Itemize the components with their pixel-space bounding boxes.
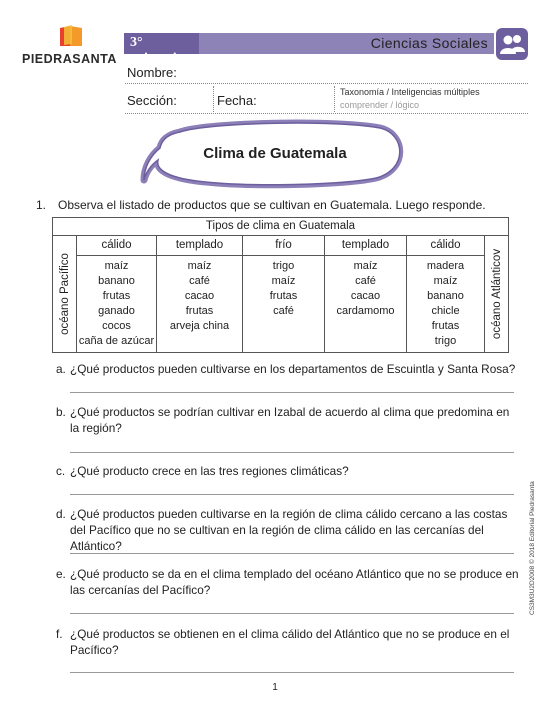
name-label: Nombre: xyxy=(127,65,177,80)
product-item: maíz xyxy=(271,275,296,287)
product-item: maíz xyxy=(353,260,378,272)
book-logo-icon xyxy=(58,24,84,48)
question-text: Observa el listado de productos que se cultivan en Guatemala. Luego responde. xyxy=(58,198,486,212)
question-text: ¿Qué productos se podrían cultivar en Izabal de acuerdo al clima que predomina en la región? xyxy=(70,405,510,435)
answer-line[interactable] xyxy=(70,452,514,453)
grade-label: 3° primaria xyxy=(124,33,199,54)
product-item: maíz xyxy=(187,260,212,272)
climate-column xyxy=(407,236,484,352)
section-date-row xyxy=(125,84,528,114)
people-icon xyxy=(496,28,528,60)
climate-column xyxy=(77,236,157,352)
product-item: frutas xyxy=(185,305,214,317)
title-banner xyxy=(140,118,410,190)
divider xyxy=(334,86,335,112)
question-number: 1. xyxy=(36,198,47,212)
product-item: cacao xyxy=(350,290,381,302)
divider xyxy=(213,86,214,112)
product-item: cacao xyxy=(184,290,215,302)
product-item: frutas xyxy=(102,290,131,302)
product-item: trigo xyxy=(272,260,295,272)
product-item: banano xyxy=(427,290,464,302)
climate-column xyxy=(243,236,325,352)
climate-table xyxy=(52,217,509,353)
product-item: arveja china xyxy=(169,320,230,332)
copyright-credit: CS3M3U2D2008 © 2018 Editorial Piedrasanta xyxy=(529,481,536,615)
climate-header: templado xyxy=(325,236,406,256)
question-letter: e. xyxy=(56,567,66,581)
question-text: ¿Qué productos se obtienen en el clima cálido del Atlántico que no se produce en el Pacífico? xyxy=(70,627,510,657)
product-item: caña de azúcar xyxy=(78,335,155,347)
atlantic-label-cell xyxy=(484,236,508,352)
product-item: cardamomo xyxy=(336,305,395,317)
climate-column xyxy=(325,236,407,352)
page-title: Clima de Guatemala xyxy=(203,145,347,162)
page-number: 1 xyxy=(272,682,278,693)
publisher-logo xyxy=(22,24,118,68)
table-title: Tipos de clima en Guatemala xyxy=(53,218,508,236)
product-item: ganado xyxy=(98,305,135,317)
question-letter: c. xyxy=(56,464,66,478)
question-text: ¿Qué producto se da en el clima templado del océano Atlántico que no se produce en las cercanías del Pacífico? xyxy=(70,567,519,597)
answer-line[interactable] xyxy=(70,613,514,614)
product-item: cocos xyxy=(102,320,131,332)
product-item: café xyxy=(273,305,294,317)
taxonomy-label: Taxonomía / Inteligencias múltiples xyxy=(340,87,480,97)
answer-line[interactable] xyxy=(70,553,514,554)
question-letter: f. xyxy=(56,627,63,641)
climate-header: cálido xyxy=(407,236,484,256)
subject-label: Ciencias Sociales xyxy=(370,35,488,51)
answer-line[interactable] xyxy=(70,672,514,673)
climate-header: cálido xyxy=(77,236,156,256)
product-item: café xyxy=(189,275,210,287)
product-item: frutas xyxy=(431,320,460,332)
product-item: frutas xyxy=(269,290,298,302)
product-item: chicle xyxy=(431,305,460,317)
name-field[interactable] xyxy=(125,58,528,84)
pacific-label: océano Pacífico xyxy=(58,253,71,335)
atlantic-label: océano Atlánticov xyxy=(490,248,503,340)
climate-column xyxy=(157,236,243,352)
answer-line[interactable] xyxy=(70,392,514,393)
product-item: maíz xyxy=(104,260,129,272)
product-item: banano xyxy=(98,275,135,287)
question-text: ¿Qué productos pueden cultivarse en la región de clima cálido cercano a las costas del Pacífico que no se cultivan en la región de clima cálido en las cercanías del Atlántico? xyxy=(70,507,508,553)
climate-header: frío xyxy=(243,236,324,256)
question-letter: d. xyxy=(56,507,66,521)
question-letter: a. xyxy=(56,362,66,376)
product-item: madera xyxy=(426,260,465,272)
pacific-label-cell xyxy=(53,236,77,352)
question-text: ¿Qué productos pueden cultivarse en los departamentos de Escuintla y Santa Rosa? xyxy=(70,362,516,376)
product-item: maíz xyxy=(433,275,458,287)
product-item: café xyxy=(355,275,376,287)
answer-line[interactable] xyxy=(70,494,514,495)
climate-header: templado xyxy=(157,236,242,256)
question-text: ¿Qué producto crece en las tres regiones climáticas? xyxy=(70,464,349,478)
date-label: Fecha: xyxy=(217,93,257,108)
question-letter: b. xyxy=(56,405,66,419)
taxonomy-values: comprender / lógico xyxy=(340,100,420,110)
grade-subject-bar xyxy=(124,33,494,66)
section-label: Sección: xyxy=(127,93,177,108)
brand-name: PIEDRASANTA xyxy=(22,52,117,66)
product-item: trigo xyxy=(434,335,457,347)
